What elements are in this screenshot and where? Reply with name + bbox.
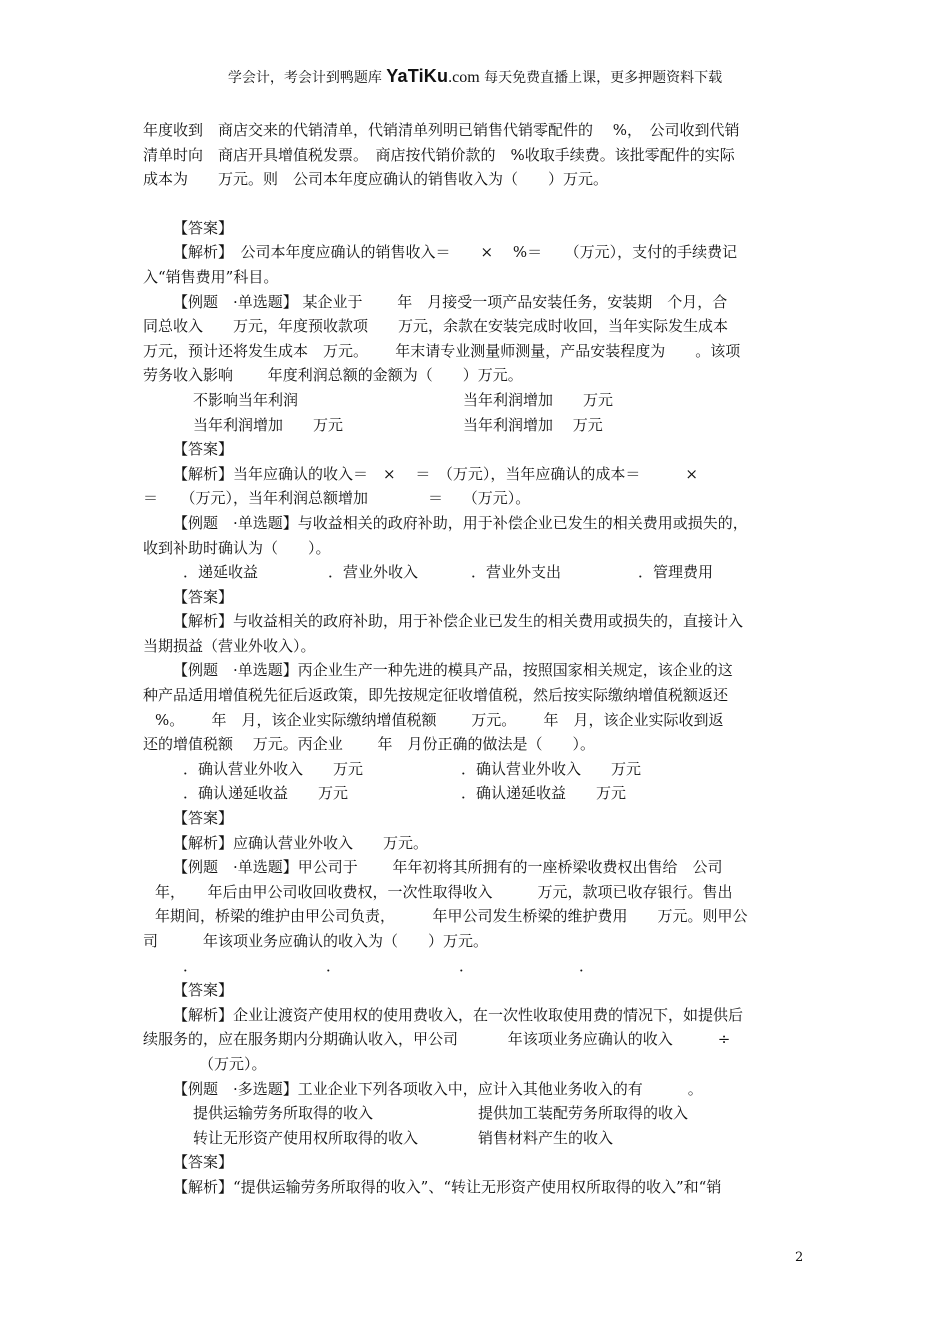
option-b: 当年利润增加 万元 [463, 390, 614, 409]
option-row [143, 954, 809, 979]
option-b: 提供加工装配劳务所取得的收入 [478, 1104, 689, 1123]
page-content [143, 118, 809, 1200]
analysis-line: 【解析】应确认营业外收入 万元。 [173, 833, 429, 852]
option-c: 当年利润增加 万元 [193, 415, 344, 434]
answer-label: 【答案】 [173, 809, 234, 828]
question-stem: 年， 年后由甲公司收回收费权，一次性取得收入 万元，款项已收存银行。售出 [155, 882, 733, 901]
option-d: ．管理费用 [638, 563, 714, 582]
header-suffix: 每天免费直播上课，更多押题资料下载 [479, 70, 723, 86]
answer-label: 【答案】 [173, 1153, 234, 1172]
option-c: ． [459, 956, 475, 975]
question-stem: %。 年 月，该企业实际缴纳增值税额 万元。 年 月，该企业实际收到返 [155, 710, 724, 729]
answer-label: 【答案】 [173, 218, 234, 237]
question-stem: 收到补助时确认为（ ）。 [143, 538, 331, 557]
option-row [143, 781, 809, 806]
analysis-line: 【解析】与收益相关的政府补助，用于补偿企业已发生的相关费用或损失的，直接计入 [173, 612, 744, 631]
option-d: ． [579, 956, 595, 975]
question-stem: 还的增值税额 万元。丙企业 年 月份正确的做法是（ ）。 [143, 735, 596, 754]
body-line: 年度收到 商店交来的代销清单，代销清单列明已销售代销零配件的 %， 公司收到代销 [143, 121, 740, 139]
analysis-line: 入“销售费用”科目。 [143, 267, 279, 286]
option-row [143, 1126, 809, 1151]
option-a: ． [183, 956, 199, 975]
option-a: ．确认营业外收入 万元 [183, 759, 364, 778]
analysis-line: 续服务的，应在服务期内分期确认收入，甲公司 年该项业务应确认的收入 ÷ [143, 1030, 731, 1049]
option-d: 当年利润增加 万元 [463, 415, 603, 434]
option-d: ．确认递延收益 万元 [461, 784, 627, 803]
option-a: 不影响当年利润 [193, 390, 299, 409]
answer-label: 【答案】 [173, 981, 234, 1000]
option-row [143, 757, 809, 782]
body-line: 成本为 万元。则 公司本年度应确认的销售收入为（ ）万元。 [143, 170, 609, 189]
question-stem: 【例题 ·单选题】丙企业生产一种先进的模具产品，按照国家相关规定，该企业的这 [173, 661, 733, 680]
question-stem: 【例题 ·单选题】与收益相关的政府补助，用于补偿企业已发生的相关费用或损失的， [173, 513, 748, 532]
analysis-line: ＝ （万元），当年利润总额增加 ＝ （万元）。 [143, 489, 531, 508]
header-brand-logo: YaTiKu [386, 66, 449, 86]
question-stem: 年期间，桥梁的维护由甲公司负责， 年甲公司发生桥梁的维护费用 万元。则甲公 [155, 907, 748, 926]
question-stem: 【例题 ·多选题】工业企业下列各项收入中，应计入其他业务收入的有 。 [173, 1079, 703, 1098]
analysis-line: 【解析】 公司本年度应确认的销售收入＝ × %＝ （万元），支付的手续费记 [173, 243, 738, 262]
option-row [143, 560, 809, 585]
option-c: ．营业外支出 [471, 563, 562, 582]
option-row [143, 1101, 809, 1126]
question-stem: 劳务收入影响 年度利润总额的金额为（ ）万元。 [143, 366, 523, 385]
option-a: ．递延收益 [183, 563, 259, 582]
body-line: 清单时向 商店开具增值税发票。 商店按代销价款的 %收取手续费。该批零配件的实际 [143, 145, 735, 164]
question-stem: 【例题 ·单选题】 某企业于 年 月接受一项产品安装任务，安装期 个月，合 [173, 292, 728, 311]
analysis-line: 【解析】当年应确认的收入＝ × ＝ （万元），当年应确认的成本＝ × [173, 464, 698, 483]
option-c: 转让无形资产使用权所取得的收入 [193, 1128, 419, 1147]
page-number: 2 [795, 1250, 804, 1265]
question-stem: 【例题 ·单选题】甲公司于 年年初将其所拥有的一座桥梁收费权出售给 公司 [173, 858, 723, 877]
option-b: ． [326, 956, 342, 975]
answer-label: 【答案】 [173, 440, 234, 459]
analysis-line: 【解析】“提供运输劳务所取得的收入”、“转让无形资产使用权所取得的收入”和“销 [173, 1177, 722, 1196]
option-d: 销售材料产生的收入 [478, 1128, 614, 1147]
question-stem: 司 年该项业务应确认的收入为（ ）万元。 [143, 932, 489, 950]
option-row [143, 413, 809, 438]
option-row [143, 388, 809, 413]
option-a: 提供运输劳务所取得的收入 [193, 1104, 374, 1123]
analysis-line: （万元）。 [199, 1054, 267, 1073]
header-prefix: 学会计，考会计到鸭题库 [227, 70, 387, 86]
option-b: ．营业外收入 [328, 563, 419, 582]
answer-label: 【答案】 [173, 587, 234, 606]
header-brand-domain: .com [448, 69, 480, 86]
option-b: ．确认营业外收入 万元 [461, 759, 642, 778]
page-header [0, 66, 950, 88]
analysis-line: 当期损益（营业外收入）。 [143, 636, 316, 655]
question-stem: 种产品适用增值税先征后返政策，即先按规定征收增值税，然后按实际缴纳增值税额返还 [143, 686, 729, 705]
analysis-line: 【解析】企业让渡资产使用权的使用费收入，在一次性收取使用费的情况下，如提供后 [173, 1005, 744, 1024]
question-stem: 万元，预计还将发生成本 万元。 年末请专业测量师测量，产品安装程度为 。该项 [143, 341, 741, 360]
option-c: ．确认递延收益 万元 [183, 784, 349, 803]
question-stem: 同总收入 万元，年度预收款项 万元，余款在安装完成时收回，当年实际发生成本 [143, 317, 729, 336]
